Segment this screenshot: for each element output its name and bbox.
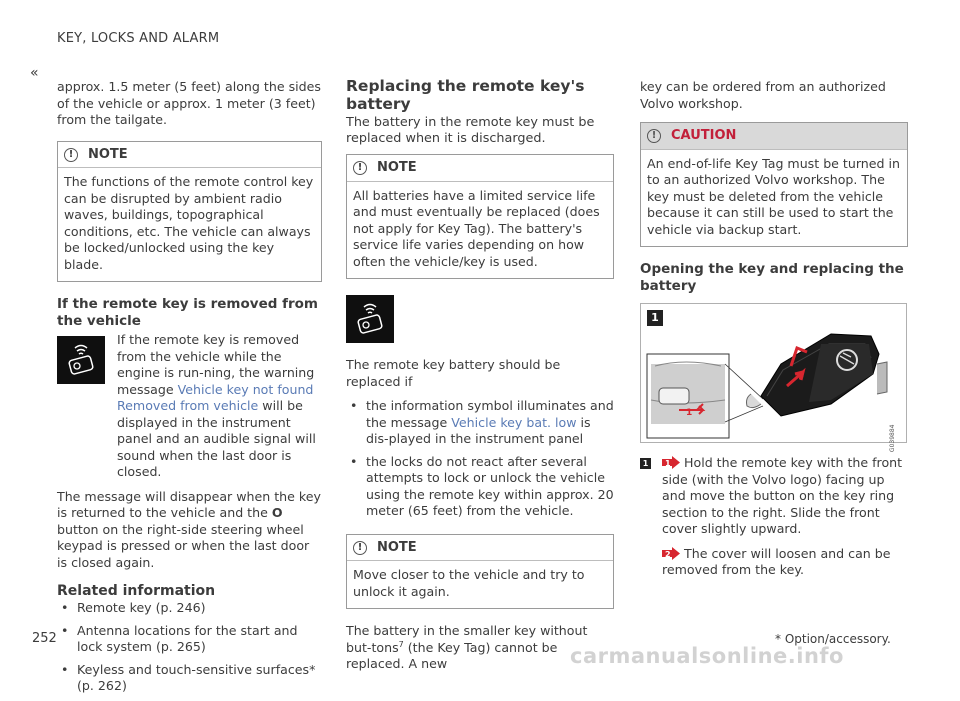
note-label: NOTE [88, 146, 128, 162]
step-1-text: Hold the remote key with the front side (with the Volvo logo) facing up and move the button on the key ring section to the right. Slide the front cover slightly upward. [662, 455, 903, 536]
caution-label: CAUTION [671, 128, 737, 143]
caution-body: An end-of-life Key Tag must be turned in to an authorized Volvo workshop. The key must be deleted from the vehicle because it can still be used to start the vehicle via backup start. [647, 155, 901, 237]
key-removed-block [57, 332, 322, 481]
related-link[interactable]: • Keyless and touch-sensitive surfaces* (p. 262) [57, 662, 322, 695]
info-icon: ! [64, 148, 78, 162]
section-heading-key-removed: If the remote key is removed from the vehicle [57, 296, 318, 329]
related-list [57, 600, 322, 695]
back-chevron-icon[interactable]: « [30, 65, 35, 81]
note-header [347, 155, 613, 182]
step-flag-icon [662, 547, 680, 560]
step-1 [640, 455, 908, 538]
section-title-replace-battery: Replacing the remote key's battery [346, 77, 585, 113]
related-info-heading: Related information [57, 583, 216, 599]
warning-icon: ! [647, 129, 661, 143]
condition-list [346, 398, 614, 520]
step-flag-icon [662, 456, 680, 469]
note-header [58, 142, 321, 169]
note-header [347, 535, 613, 562]
page-number: 252 [32, 631, 57, 646]
key-removed-text: If the remote key is removed from the vehicle while the engine is run-ning, the warning message Vehicle key not found Removed from vehicle will be displayed in the instrument panel and an audible signal will sound when the last door is closed. [117, 332, 316, 479]
warning-message: Vehicle key not found Removed from vehicle [117, 381, 314, 413]
key-drawing [641, 304, 908, 444]
step-2-text: The cover will loosen and can be removed from the key. [662, 545, 891, 577]
note-box [57, 141, 322, 283]
note-label: NOTE [377, 160, 417, 175]
step-badge: 1 [640, 458, 651, 469]
note-body: The functions of the remote control key can be disrupted by ambient radio waves, buildings, topographical conditions, etc. The vehicle can always be locked/unlocked using the key blade. [64, 174, 314, 272]
note-body: Move closer to the vehicle and try to unlock it again. [353, 567, 585, 599]
remote-key-icon [57, 336, 105, 384]
step-2 [640, 546, 908, 579]
note-label: NOTE [377, 539, 417, 555]
svg-text:2: 2 [794, 370, 806, 383]
column-right [640, 79, 908, 587]
remote-key-icon [346, 295, 394, 343]
footnote-text: * Option/accessory. [775, 632, 891, 646]
watermark: carmanualsonline.info [570, 644, 844, 668]
column-middle [346, 77, 614, 681]
svg-text:1: 1 [665, 459, 671, 468]
svg-text:1: 1 [686, 408, 693, 418]
key-illustration [640, 303, 907, 452]
replace-condition-text: The remote key battery should be replaced if [346, 357, 561, 389]
info-icon: ! [353, 541, 367, 555]
figure-code: G039884 [889, 424, 897, 452]
column-left [57, 79, 322, 701]
key-tag-text: The battery in the smaller key without but-tons$^7$ (the Key Tag) cannot be replaced. A new [346, 623, 588, 671]
svg-text:2: 2 [665, 549, 671, 559]
caution-box [640, 122, 908, 247]
intro-text: approx. 1.5 meter (5 feet) along the sides of the vehicle or approx. 1 meter (3 feet) from the tailgate. [57, 79, 321, 127]
order-text: key can be ordered from an authorized Volvo workshop. [640, 79, 886, 111]
related-link[interactable]: • Remote key (p. 246) [57, 600, 322, 617]
related-link[interactable]: • Antenna locations for the start and lock system (p. 265) [57, 623, 322, 656]
note-box [346, 534, 614, 610]
figure-badge: 1 [647, 310, 663, 326]
page-header-title: KEY, LOCKS AND ALARM [57, 31, 220, 46]
battery-low-message: Vehicle key bat. low [451, 414, 577, 430]
list-item: • the information symbol illuminates and the message Vehicle key bat. low is dis-played in the instrument panel [346, 398, 614, 448]
note-body: All batteries have a limited service life and must eventually be replaced (does not apply for Key Tag). The battery's service life varies depending on how often the vehicle/key is used. [353, 187, 600, 269]
info-icon: ! [353, 161, 367, 175]
section-heading-open-key: Opening the key and replacing the battery [640, 261, 904, 294]
message-disappear-text: The message will disappear when the key is returned to the vehicle and the O button on the right-side steering wheel keypad is pressed or when the last door is closed again. [57, 488, 321, 570]
list-item: • the locks do not react after several attempts to lock or unlock the vehicle using the remote key within approx. 20 meter (65 feet) from the vehicle. [346, 454, 614, 520]
caution-header [641, 123, 907, 150]
note-box [346, 154, 614, 279]
section-subtitle: The battery in the remote key must be replaced when it is discharged. [346, 115, 595, 146]
